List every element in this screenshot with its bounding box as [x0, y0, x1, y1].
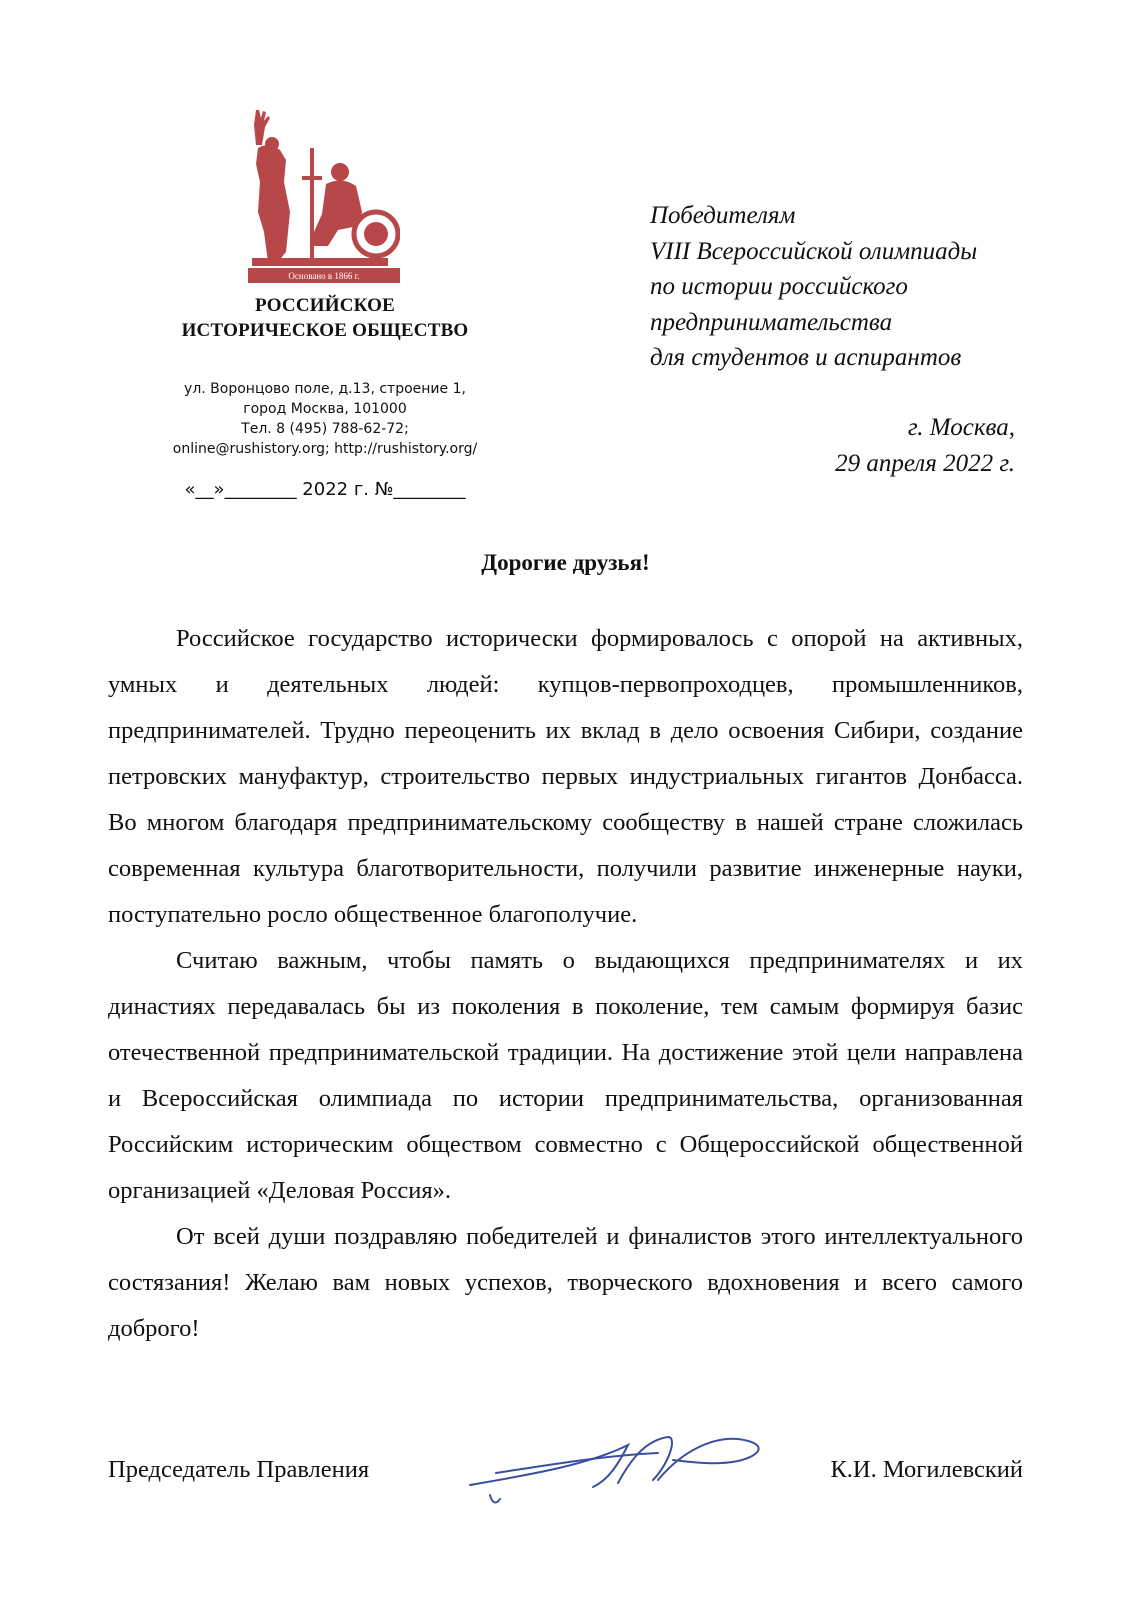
body-paragraph: Российское государство исторически формировалось с опорой на активных, умных и деятельных людей: купцов-первопроходцев, промышленников, предпринимателей. Трудно переоценить их вклад в дело освоения Сибири, создание петровских мануфактур, строительство первых индустриальных гигантов Донбасса. Во многом благодаря предпринимательскому сообществу в нашей стране сложилась современная культура благотворительности, получили развитие инженерные науки, поступательно росло общественное благополучие. [108, 625, 1023, 928]
org-name-line2: ИСТОРИЧЕСКОЕ ОБЩЕСТВО [181, 320, 469, 341]
salutation: Дорогие друзья! [481, 550, 650, 575]
addressee-line: для студентов и аспирантов [650, 344, 962, 371]
addressee-line: Победителям [650, 202, 796, 229]
place: г. Москва, [907, 414, 1015, 441]
signatory-name: К.И. Могилевский [830, 1456, 1023, 1483]
body-paragraph: Считаю важным, чтобы память о выдающихся предпринимателях и их династиях передавалась бы из поколения в поколение, тем самым формируя базис отечественной предпринимательской традиции. На достижение этой цели направлена и Всероссийская олимпиада по истории предпринимательства, организованная Российским историческим обществом совместно с Общероссийской общественной организацией «Деловая Россия». [108, 947, 1023, 1204]
address-line-city: город Москва, 101000 [243, 401, 407, 417]
addressee-line: по истории российского [650, 273, 908, 300]
organization-address [140, 379, 510, 459]
address-line-street: ул. Воронцово поле, д.13, строение 1, [184, 381, 466, 397]
monument-emblem-logo [248, 108, 400, 283]
registration-line: «__»________ 2022 г. №________ [184, 479, 466, 500]
addressee-line: предпринимательства [650, 308, 893, 336]
addressee-block [650, 198, 1070, 376]
addressee-line: VIII Всероссийской олимпиады [650, 237, 978, 265]
letter-body [108, 616, 1023, 1352]
body-paragraph: От всей души поздравляю победителей и финалистов этого интеллектуального состязания! Желаю вам новых успехов, творческого вдохновения и всего самого доброго! [108, 1223, 1023, 1342]
address-line-web: online@rushistory.org; http://rushistory.org/ [172, 441, 478, 457]
address-line-phone: Тел. 8 (495) 788-62-72; [241, 421, 409, 437]
org-name-line1: РОССИЙСКОЕ [255, 295, 395, 316]
signatory-title: Председатель Правления [108, 1456, 370, 1483]
emblem-caption: Основано в 1866 г. [288, 271, 360, 281]
date: 29 апреля 2022 г. [835, 449, 1015, 477]
place-and-date [660, 410, 1015, 481]
organization-name [140, 293, 510, 343]
